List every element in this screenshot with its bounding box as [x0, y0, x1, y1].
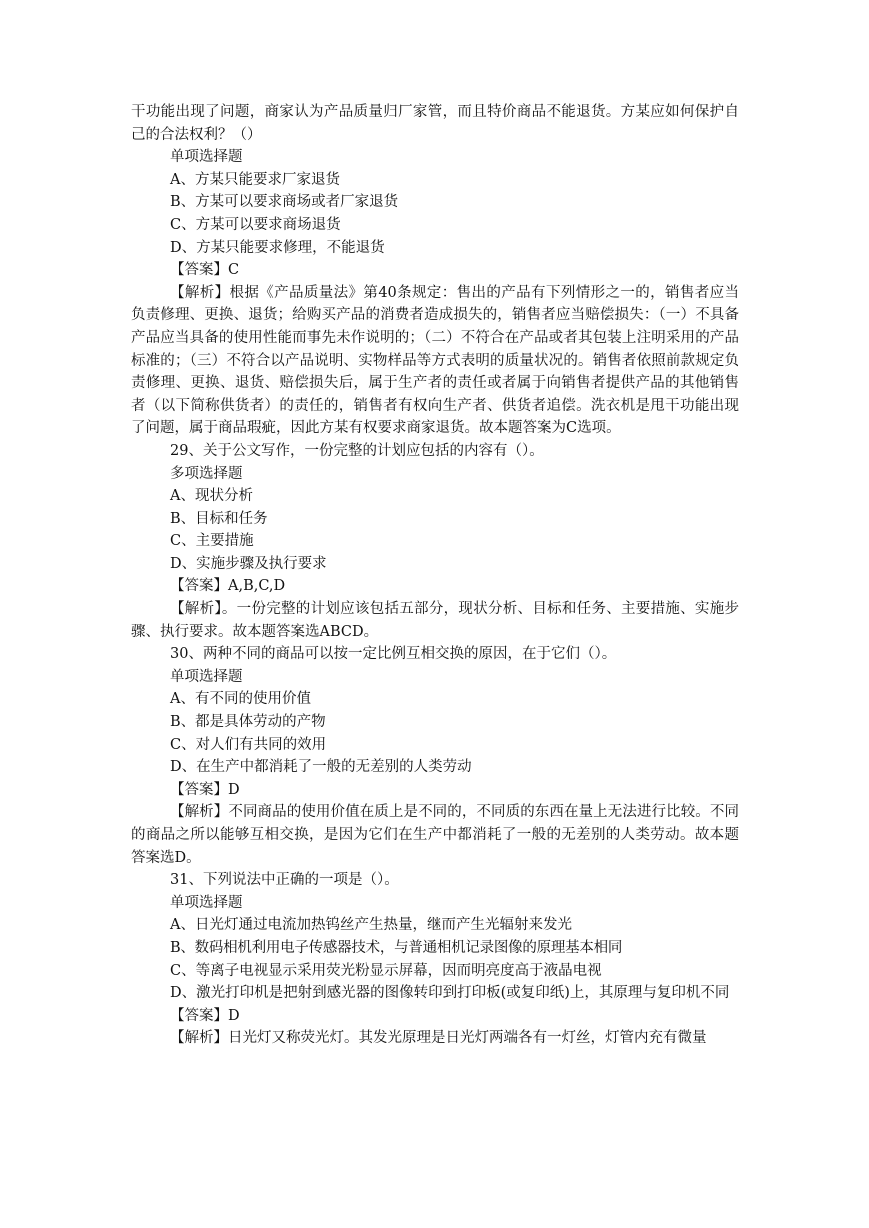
q31-answer: 【答案】D: [170, 1007, 240, 1024]
q31-option-b: B、数码相机利用电子传感器技术，与普通相机记录图像的原理基本相同: [170, 939, 623, 956]
q28-option-d: D、方某只能要求修理，不能退货: [170, 239, 385, 256]
q29-option-d: D、实施步骤及执行要求: [170, 555, 327, 572]
document-page: [131, 101, 739, 1050]
q28-option-b: B、方某可以要求商场或者厂家退货: [170, 194, 399, 211]
q28-stem: 干功能出现了问题，商家认为产品质量归厂家管，而且特价商品不能退货。方某应如何保护自己的合法权利？（）: [131, 104, 739, 143]
q29-analysis: 【解析】。一份完整的计划应该包括五部分，现状分析、目标和任务、主要措施、实施步骤、执行要求。故本题答案选ABCD。: [131, 601, 739, 640]
q31-option-d: D、激光打印机是把射到感光器的图像转印到打印板(或复印纸)上，其原理与复印机不同: [170, 985, 730, 1002]
q28-option-c: C、方某可以要求商场退货: [170, 216, 341, 233]
q29-stem: 29、关于公文写作，一份完整的计划应包括的内容有（）。: [170, 442, 544, 459]
q29-option-c: C、主要措施: [170, 533, 254, 550]
q30-type: 单项选择题: [170, 668, 243, 685]
q28-answer: 【答案】C: [170, 262, 240, 279]
q31-analysis: 【解析】日光灯又称荧光灯。其发光原理是日光灯两端各有一灯丝，灯管内充有微量: [170, 1030, 707, 1047]
q30-option-a: A、有不同的使用价值: [170, 691, 311, 708]
q31-type: 单项选择题: [170, 894, 243, 911]
q31-option-c: C、等离子电视显示采用荧光粉显示屏幕，因而明亮度高于液晶电视: [170, 962, 602, 979]
q28-option-a: A、方某只能要求厂家退货: [170, 171, 340, 188]
q28-analysis: 【解析】根据《产品质量法》第40条规定：售出的产品有下列情形之一的，销售者应当负责修理、更换、退货；给购买产品的消费者造成损失的，销售者应当赔偿损失：（一）不具备产品应当具备的使用性能而事先未作说明的；（二）不符合在产品或者其包装上注明采用的产品标准的；（三）不符合以产品说明、实物样品等方式表明的质量状况的。销售者依照前款规定负责修理、更换、退货、赔偿损失后，属于生产者的责任或者属于向销售者提供产品的其他销售者（以下简称供货者）的责任的，销售者有权向生产者、供货者追偿。洗衣机是甩干功能出现了问题，属于商品瑕疵，因此方某有权要求商家退货。故本题答案为C选项。: [131, 284, 739, 437]
q30-option-c: C、对人们有共同的效用: [170, 736, 327, 753]
q29-option-a: A、现状分析: [170, 488, 253, 505]
q31-stem: 31、下列说法中正确的一项是（）。: [170, 872, 399, 889]
q28-type: 单项选择题: [170, 149, 243, 166]
q30-option-d: D、在生产中都消耗了一般的无差别的人类劳动: [170, 759, 472, 776]
q30-analysis: 【解析】不同商品的使用价值在质上是不同的，不同质的东西在量上无法进行比较。不同的商品之所以能够互相交换，是因为它们在生产中都消耗了一般的无差别的人类劳动。故本题答案选D。: [131, 804, 739, 866]
q30-option-b: B、都是具体劳动的产物: [170, 714, 326, 731]
q29-type: 多项选择题: [170, 465, 243, 482]
q30-answer: 【答案】D: [170, 781, 240, 798]
q29-option-b: B、目标和任务: [170, 510, 268, 527]
q31-option-a: A、日光灯通过电流加热钨丝产生热量，继而产生光辐射来发光: [170, 917, 572, 934]
q29-answer: 【答案】A,B,C,D: [170, 578, 286, 595]
q30-stem: 30、两种不同的商品可以按一定比例互相交换的原因，在于它们（）。: [170, 646, 617, 663]
